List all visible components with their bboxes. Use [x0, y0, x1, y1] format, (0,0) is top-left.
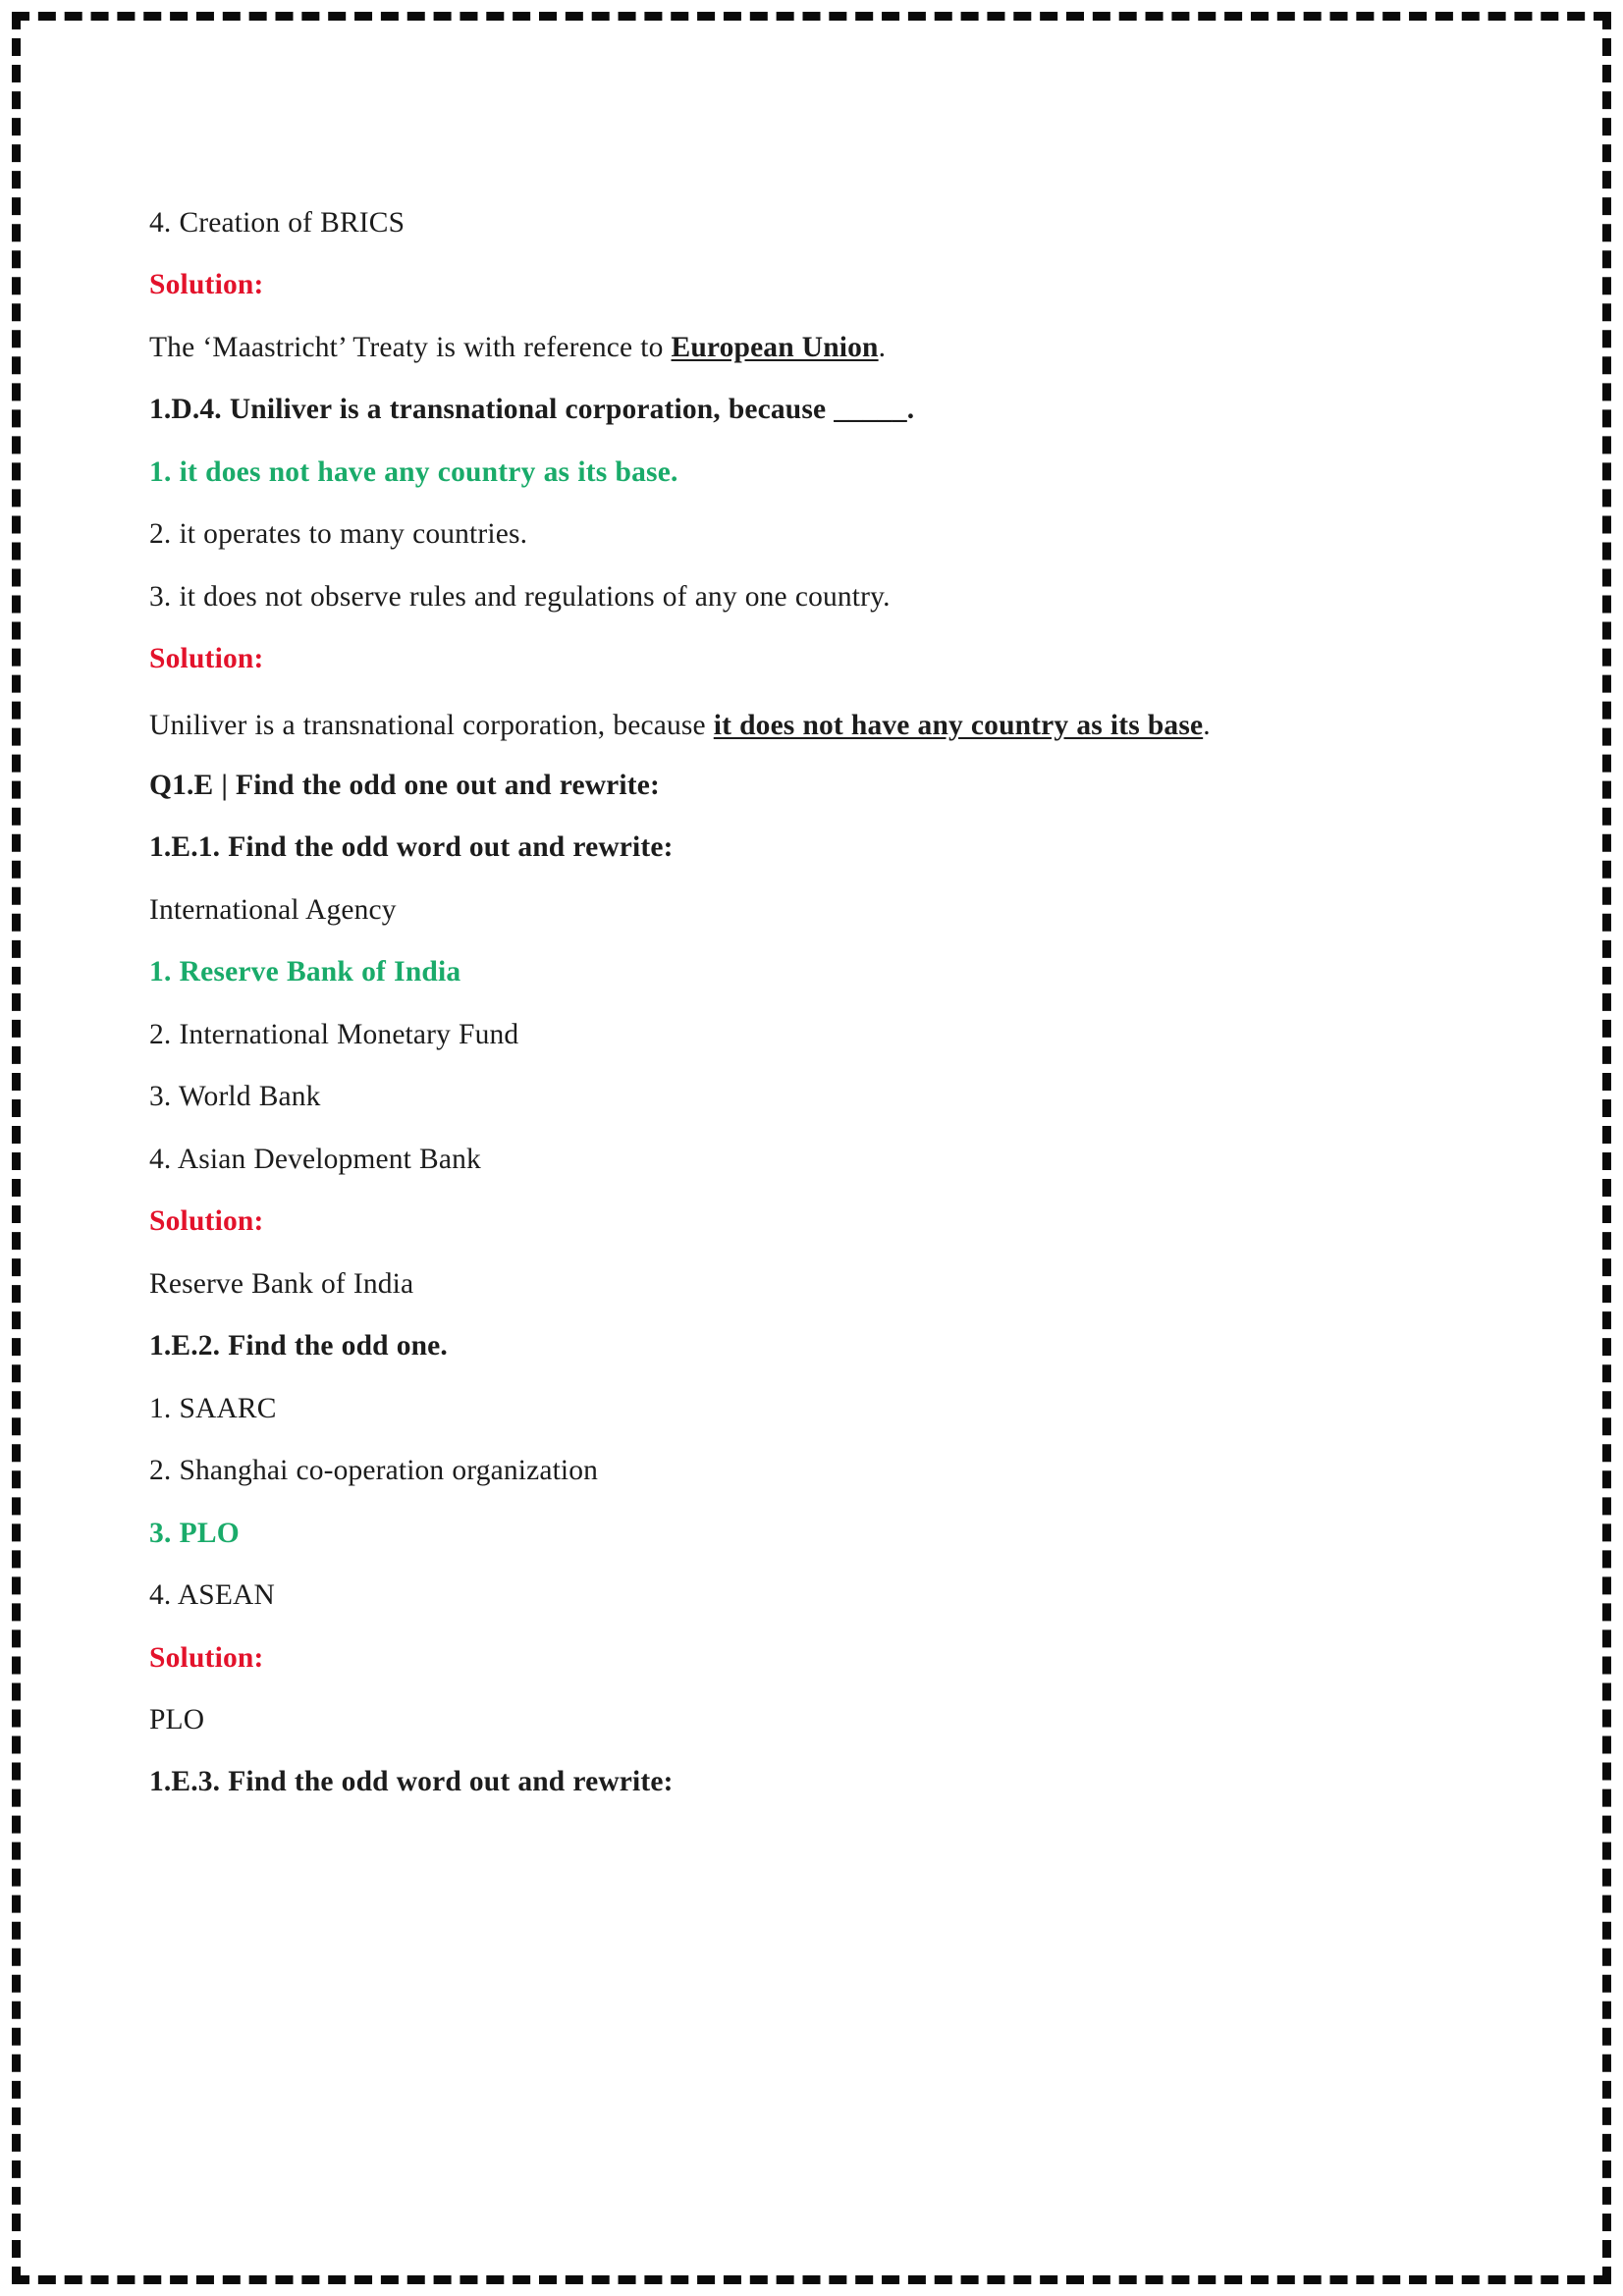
question-1e1-answer: Reserve Bank of India [149, 1267, 414, 1300]
maastricht-answer-suffix: . [878, 331, 887, 363]
document-body [149, 208, 1398, 1830]
question-1e1-option-1: 1. Reserve Bank of India [149, 956, 461, 988]
option-creation-of-brics: 4. Creation of BRICS [149, 207, 406, 239]
question-1e1-heading: 1.E.1. Find the odd word out and rewrite: [149, 831, 674, 864]
question-1e2-option-4: 4. ASEAN [149, 1579, 275, 1612]
solution-label-maastricht: Solution: [149, 269, 264, 301]
solution-label-1e1: Solution: [149, 1205, 264, 1238]
question-1e2-heading: 1.E.2. Find the odd one. [149, 1330, 448, 1362]
question-1e2-answer: PLO [149, 1704, 205, 1736]
question-1e2-option-2: 2. Shanghai co-operation organization [149, 1455, 599, 1487]
solution-label-1d4: Solution: [149, 643, 264, 675]
question-1e1-subtitle: International Agency [149, 893, 397, 926]
question-1d4-answer-suffix: . [1203, 709, 1211, 741]
maastricht-answer-emphasis: European Union [671, 331, 879, 363]
question-1e2-option-1: 1. SAARC [149, 1392, 277, 1424]
question-1d4-answer [149, 707, 1398, 745]
question-1d4-heading: 1.D.4. Uniliver is a transnational corporation, because _____. [149, 394, 915, 426]
question-1e1-option-4: 4. Asian Development Bank [149, 1143, 481, 1175]
question-1d4-answer-emphasis: it does not have any country as its base [713, 709, 1204, 741]
maastricht-answer [149, 333, 1398, 363]
question-1e3-heading: 1.E.3. Find the odd word out and rewrite: [149, 1766, 674, 1798]
question-1e1-option-3: 3. World Bank [149, 1081, 321, 1113]
question-1d4-answer-prefix: Uniliver is a transnational corporation, because [149, 709, 714, 741]
question-1d4-option-2: 2. it operates to many countries. [149, 518, 528, 551]
question-1d4-option-1: 1. it does not have any country as its base. [149, 455, 678, 488]
maastricht-answer-prefix: The ‘Maastricht’ Treaty is with reference to [149, 331, 672, 363]
section-q1e-heading: Q1.E | Find the odd one out and rewrite: [149, 769, 660, 801]
solution-label-1e2: Solution: [149, 1641, 264, 1674]
question-1d4-option-3: 3. it does not observe rules and regulations of any one country. [149, 580, 891, 613]
question-1e2-option-3: 3. PLO [149, 1517, 240, 1549]
question-1e1-option-2: 2. International Monetary Fund [149, 1018, 519, 1050]
